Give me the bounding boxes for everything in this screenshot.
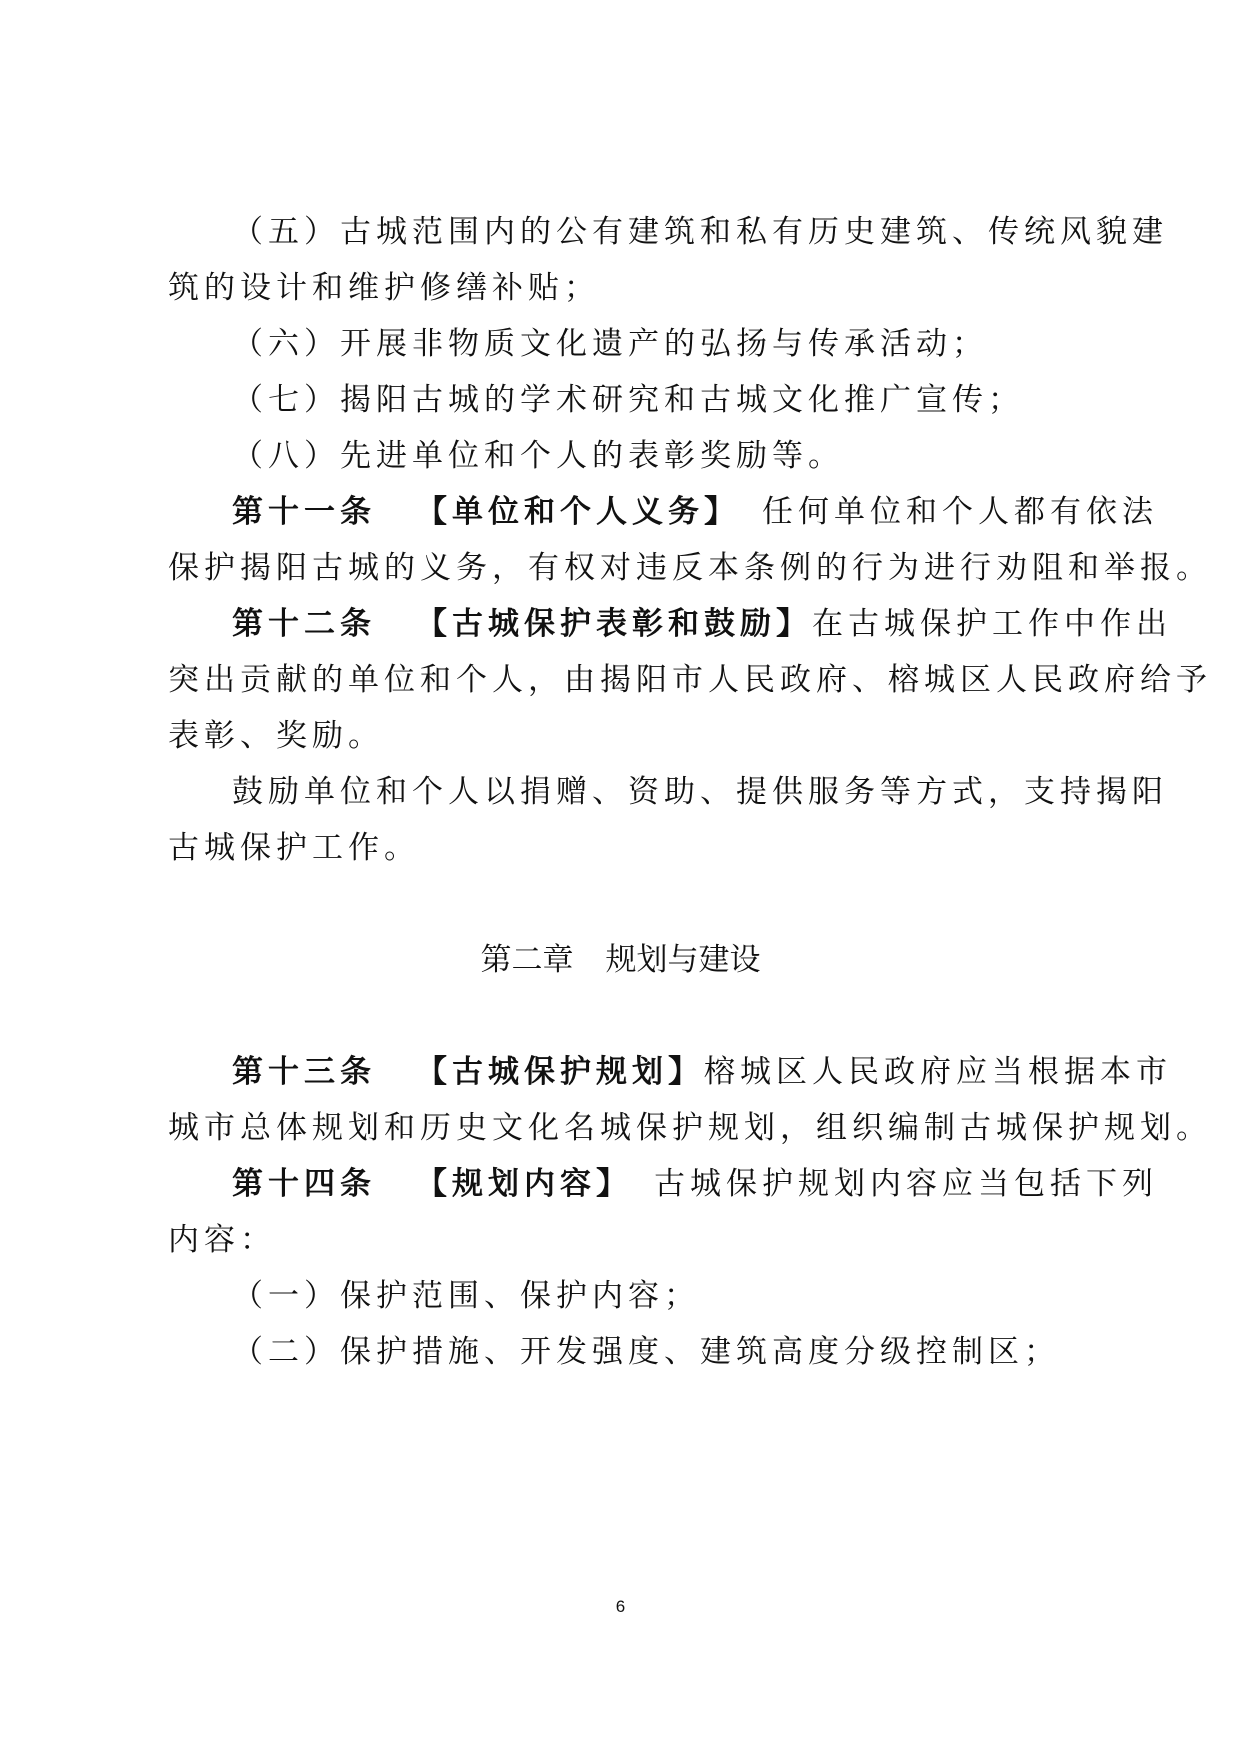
article-12-heading: [232, 604, 1172, 644]
article-12-title: 【古城保护表彰和鼓励】: [416, 606, 812, 642]
article-13-continued: 城市总体规划和历史文化名城保护规划，组织编制古城保护规划。: [168, 1110, 1212, 1146]
article-14-text: 古城保护规划内容应当包括下列: [654, 1166, 1158, 1202]
article-13-heading: [232, 1052, 1172, 1092]
article-11-title: 【单位和个人义务】: [416, 494, 740, 530]
article-14-item-2: （二）保护措施、开发强度、建筑高度分级控制区；: [232, 1334, 1060, 1370]
article-11-heading: [232, 492, 1158, 532]
article-11-text: 任何单位和个人都有依法: [762, 494, 1158, 530]
article-14-title: 【规划内容】: [416, 1166, 632, 1202]
chapter-number: 第二章: [480, 942, 574, 978]
item-eight: （八）先进单位和个人的表彰奖励等。: [232, 438, 844, 474]
article-12-para2-line1: 鼓励单位和个人以捐赠、资助、提供服务等方式，支持揭阳: [232, 774, 1168, 810]
item-seven: （七）揭阳古城的学术研究和古城文化推广宣传；: [232, 382, 1024, 418]
article-12-para2-line2: 古城保护工作。: [168, 830, 420, 866]
article-13-title: 【古城保护规划】: [416, 1054, 704, 1090]
item-five-line1: （五）古城范围内的公有建筑和私有历史建筑、传统风貌建: [232, 214, 1168, 250]
item-six: （六）开展非物质文化遗产的弘扬与传承活动；: [232, 326, 988, 362]
chapter-title: 规划与建设: [605, 942, 761, 978]
article-13-text: 榕城区人民政府应当根据本市: [704, 1054, 1172, 1090]
article-12-continued-1: 突出贡献的单位和个人，由揭阳市人民政府、榕城区人民政府给予: [168, 662, 1212, 698]
item-five-line2: 筑的设计和维护修缮补贴；: [168, 270, 600, 306]
article-12-continued-2: 表彰、奖励。: [168, 718, 384, 754]
article-12-number: 第十二条: [232, 606, 376, 642]
article-12-text: 在古城保护工作中作出: [812, 606, 1172, 642]
article-11-number: 第十一条: [232, 494, 376, 530]
article-14-heading: [232, 1164, 1158, 1204]
article-14-continued: 内容：: [168, 1222, 276, 1258]
article-14-number: 第十四条: [232, 1166, 376, 1202]
page-number: 6: [615, 1597, 626, 1616]
article-14-item-1: （一）保护范围、保护内容；: [232, 1278, 700, 1314]
article-11-continued: 保护揭阳古城的义务，有权对违反本条例的行为进行劝阻和举报。: [168, 550, 1212, 586]
article-13-number: 第十三条: [232, 1054, 376, 1090]
chapter-heading: [0, 940, 1241, 980]
